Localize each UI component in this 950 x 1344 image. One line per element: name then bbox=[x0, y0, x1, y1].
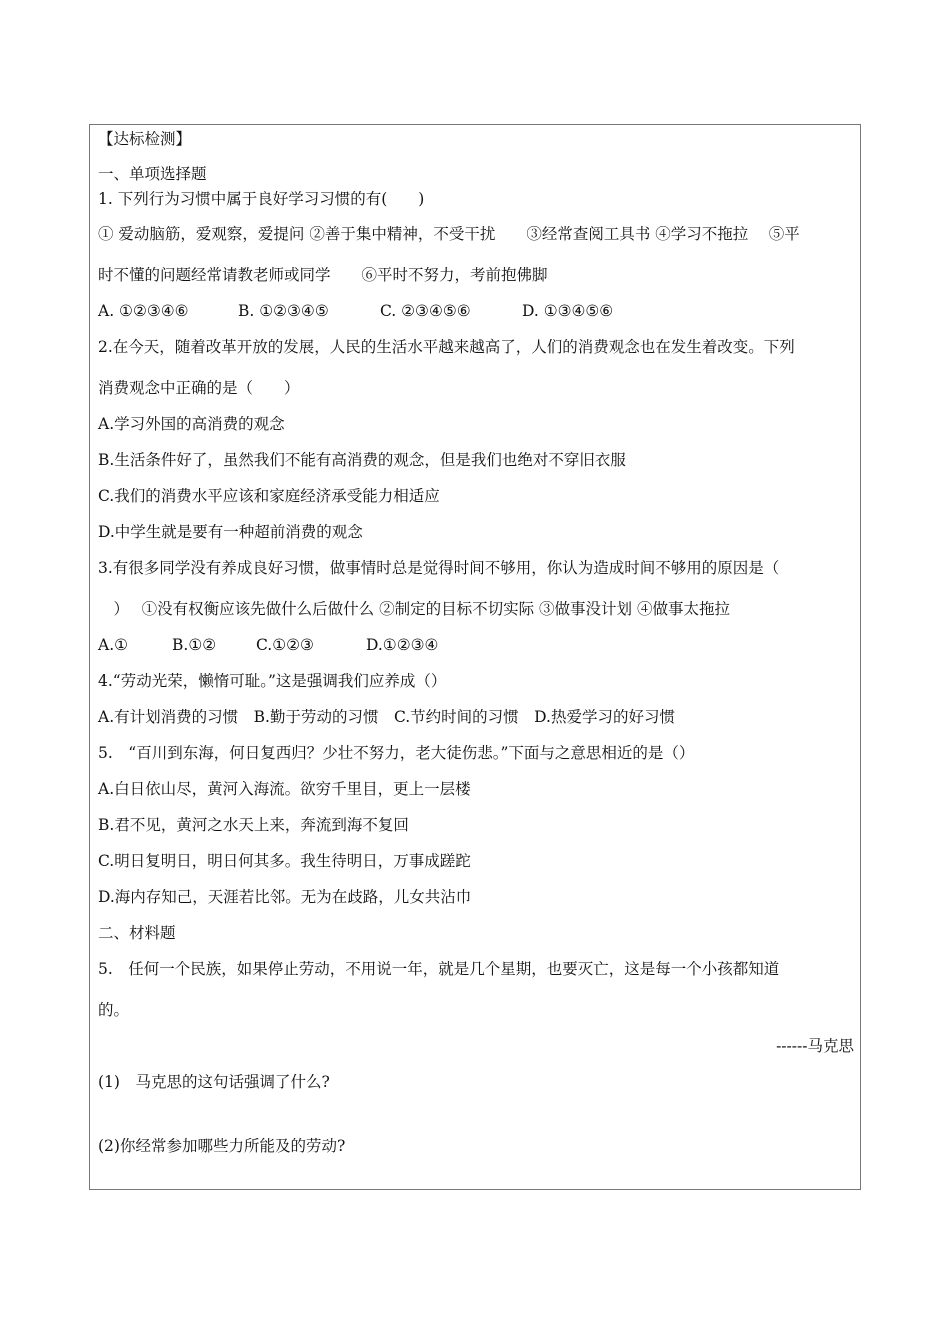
q1-options bbox=[98, 301, 613, 321]
q3-stem-line-1: 3.有很多同学没有养成良好习惯，做事情时总是觉得时间不够用，你认为造成时间不够用的原因是（ bbox=[98, 559, 780, 577]
q3-option-d: D.①②③④ bbox=[366, 636, 439, 654]
q2-stem-line-1: 2.在今天，随着改革开放的发展，人民的生活水平越来越高了，人们的消费观念也在发生着改变。下列 bbox=[98, 338, 795, 356]
q5-option-a: A.白日依山尽，黄河入海流。欲穷千里目，更上一层楼 bbox=[98, 780, 471, 798]
q3-option-b: B.①② bbox=[172, 636, 217, 654]
q4-options: A.有计划消费的习惯 B.勤于劳动的习惯 C.节约时间的习惯 D.热爱学习的好习惯 bbox=[98, 708, 675, 726]
section-title-choice: 一、单项选择题 bbox=[98, 165, 207, 183]
q1-option-a: A. ①②③④⑥ bbox=[98, 302, 189, 320]
sub-question-1: (1) 马克思的这句话强调了什么? bbox=[98, 1073, 330, 1091]
q3-option-a: A.① bbox=[98, 636, 129, 654]
q5-option-d: D.海内存知己，天涯若比邻。无为在歧路，儿女共沾巾 bbox=[98, 888, 472, 906]
material-quote-line-2: 的。 bbox=[98, 1001, 130, 1019]
q2-stem-line-2: 消费观念中正确的是（ ） bbox=[98, 379, 300, 397]
quote-attribution: ------马克思 bbox=[776, 1037, 854, 1055]
section-title-material: 二、材料题 bbox=[98, 924, 176, 942]
q1-option-c: C. ②③④⑤⑥ bbox=[380, 302, 471, 320]
section-heading: 【达标检测】 bbox=[98, 130, 192, 148]
q2-option-c: C.我们的消费水平应该和家庭经济承受能力相适应 bbox=[98, 487, 440, 505]
q4-stem: 4.“劳动光荣，懒惰可耻。”这是强调我们应养成（） bbox=[98, 672, 447, 690]
q2-option-d: D.中学生就是要有一种超前消费的观念 bbox=[98, 523, 363, 541]
q1-stem: 1. 下列行为习惯中属于良好学习习惯的有( ) bbox=[98, 190, 425, 208]
q1-items-line-1: ① 爱动脑筋，爱观察，爱提问 ②善于集中精神，不受干扰 ③经常查阅工具书 ④学习不拖拉 ⑤平 bbox=[98, 225, 800, 243]
material-quote-line-1: 5. 任何一个民族，如果停止劳动，不用说一年，就是几个星期，也要灭亡，这是每一个小孩都知道 bbox=[98, 960, 780, 978]
q5-option-b: B.君不见，黄河之水天上来，奔流到海不复回 bbox=[98, 816, 409, 834]
q3-option-c: C.①②③ bbox=[256, 636, 314, 654]
q2-option-a: A.学习外国的高消费的观念 bbox=[98, 415, 285, 433]
q1-items-line-2: 时不懂的问题经常请教老师或同学 ⑥平时不努力，考前抱佛脚 bbox=[98, 266, 548, 284]
q3-options bbox=[98, 635, 438, 655]
q5-stem: 5. “百川到东海，何日复西归？少壮不努力，老大徒伤悲。”下面与之意思相近的是（） bbox=[98, 744, 695, 762]
q1-option-d: D. ①③④⑤⑥ bbox=[522, 302, 614, 320]
q5-option-c: C.明日复明日，明日何其多。我生待明日，万事成蹉跎 bbox=[98, 852, 471, 870]
q2-option-b: B.生活条件好了，虽然我们不能有高消费的观念，但是我们也绝对不穿旧衣服 bbox=[98, 451, 626, 469]
q1-option-b: B. ①②③④⑤ bbox=[238, 302, 329, 320]
q3-stem-line-2: ） ①没有权衡应该先做什么后做什么 ②制定的目标不切实际 ③做事没计划 ④做事太拖拉 bbox=[98, 600, 730, 618]
sub-question-2: (2)你经常参加哪些力所能及的劳动? bbox=[98, 1137, 346, 1155]
